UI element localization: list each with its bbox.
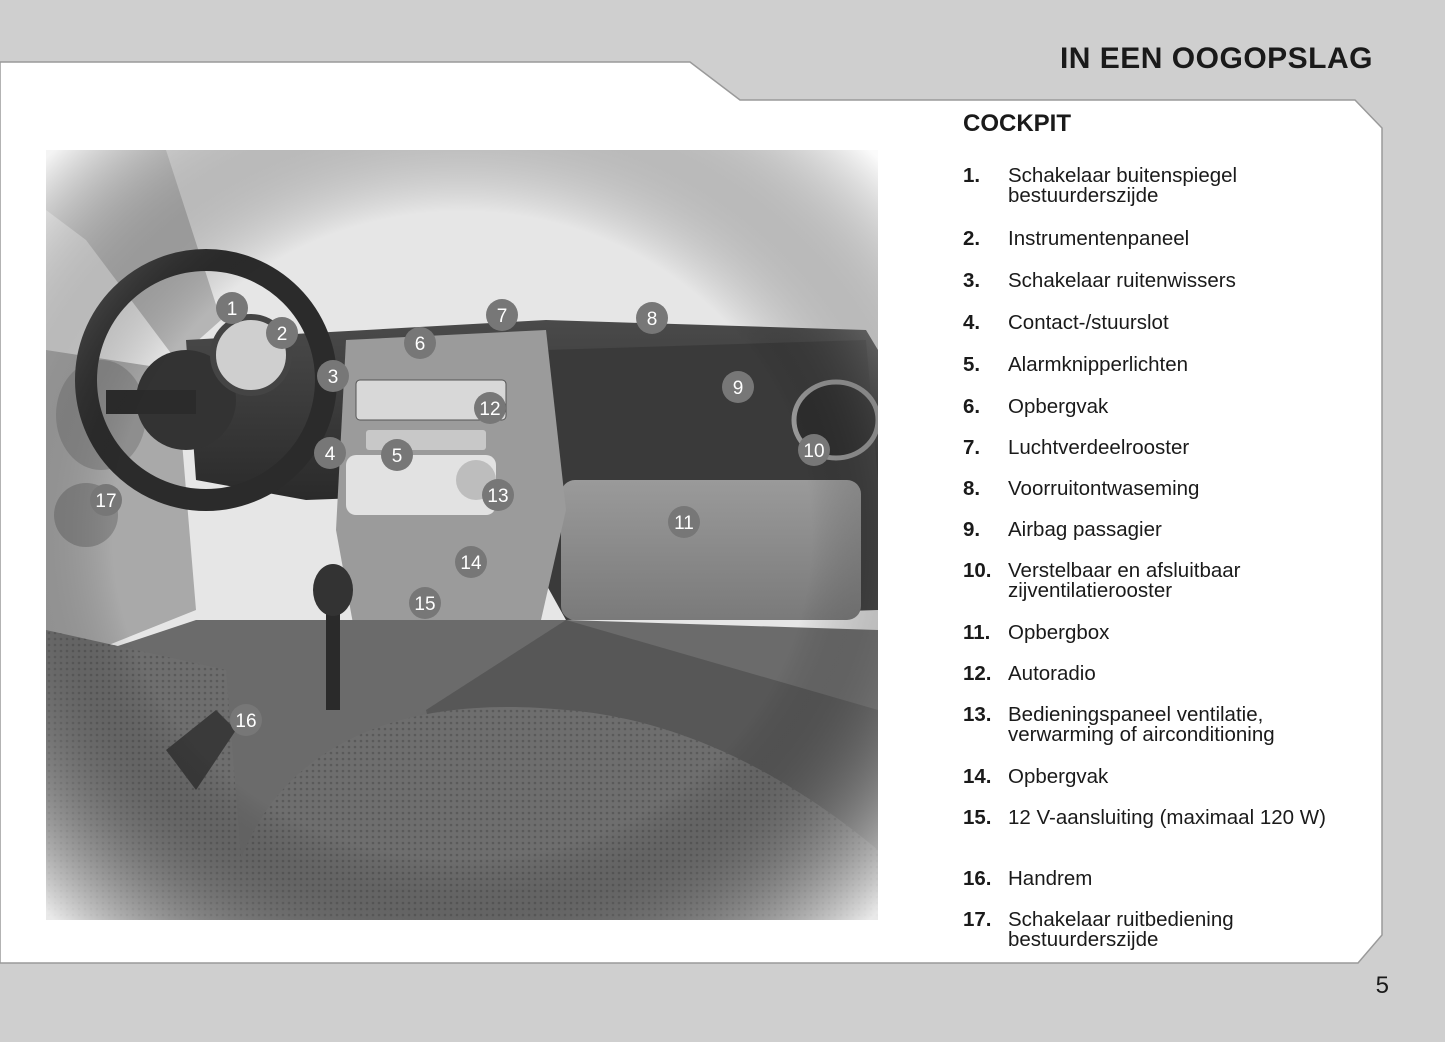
- legend-text: 12 V-aansluiting (maximaal 120 W): [1008, 806, 1326, 829]
- legend-text: Opbergvak: [1008, 765, 1109, 788]
- legend-number: 9.: [963, 518, 981, 541]
- svg-text:16: 16: [235, 711, 257, 732]
- legend-item: [963, 623, 1343, 664]
- legend-number: 8.: [963, 477, 981, 500]
- legend-item: [963, 869, 1343, 910]
- callout-marker: [668, 506, 700, 538]
- svg-text:13: 13: [487, 486, 509, 507]
- callout-marker: [314, 437, 346, 469]
- callout-marker: [266, 317, 298, 349]
- legend-number: 4.: [963, 311, 981, 334]
- legend-text: Opbergvak: [1008, 395, 1109, 418]
- svg-text:3: 3: [327, 367, 339, 388]
- legend-text: Bedieningspaneel ventilatie, verwarming of airconditioning: [1008, 703, 1275, 746]
- callout-marker: [482, 479, 514, 511]
- legend-text: Luchtverdeelrooster: [1008, 436, 1190, 459]
- legend-number: 3.: [963, 269, 981, 292]
- svg-text:9: 9: [732, 378, 744, 399]
- svg-text:2: 2: [276, 324, 288, 345]
- callout-marker: [230, 704, 262, 736]
- legend-item: [963, 313, 1343, 355]
- svg-text:12: 12: [479, 399, 501, 420]
- cockpit-illustration: [46, 150, 878, 920]
- legend-number: 15.: [963, 806, 992, 829]
- callout-marker: [798, 434, 830, 466]
- page-title: IN EEN OOGOPSLAG: [1059, 42, 1373, 75]
- legend-number: 10.: [963, 559, 992, 582]
- legend-item: [963, 664, 1343, 705]
- legend-text: Instrumentenpaneel: [1008, 227, 1190, 250]
- svg-text:5: 5: [391, 446, 403, 467]
- legend-text: Handrem: [1008, 867, 1093, 890]
- legend-number: 11.: [963, 621, 991, 644]
- svg-text:11: 11: [674, 513, 694, 534]
- legend-number: 12.: [963, 662, 992, 685]
- callout-marker: [90, 484, 122, 516]
- legend-item: [963, 910, 1343, 952]
- legend-item: [963, 355, 1343, 397]
- legend-item: [963, 397, 1343, 438]
- legend-text: Voorruitontwaseming: [1008, 477, 1200, 500]
- legend-number: 1.: [963, 164, 981, 187]
- svg-text:6: 6: [414, 334, 426, 355]
- svg-text:10: 10: [803, 441, 825, 462]
- legend-item: [963, 520, 1343, 561]
- svg-text:8: 8: [646, 309, 658, 330]
- legend-item: [963, 229, 1343, 271]
- legend-item: [963, 767, 1343, 808]
- legend-text: Verstelbaar en afsluitbaar zijventilatierooster: [1008, 559, 1241, 602]
- legend-number: 5.: [963, 353, 981, 376]
- legend-number: 7.: [963, 436, 981, 459]
- callout-marker: [216, 292, 248, 324]
- callout-marker: [722, 371, 754, 403]
- callout-marker: [381, 439, 413, 471]
- svg-text:7: 7: [496, 306, 508, 327]
- legend-text: Schakelaar ruitbediening bestuurderszijde: [1008, 908, 1234, 951]
- callout-marker: [486, 299, 518, 331]
- svg-text:4: 4: [324, 444, 336, 465]
- svg-text:1: 1: [226, 299, 238, 320]
- page-number: 5: [1375, 972, 1389, 999]
- legend-number: 16.: [963, 867, 992, 890]
- legend-text: Alarmknipperlichten: [1008, 353, 1189, 376]
- callout-marker: [455, 546, 487, 578]
- legend-text: Schakelaar buitenspiegel bestuurderszijde: [1008, 164, 1238, 207]
- legend-text: Opbergbox: [1008, 621, 1110, 644]
- legend-list: [963, 166, 1343, 952]
- callout-marker: [474, 392, 506, 424]
- callout-marker: [317, 360, 349, 392]
- svg-text:17: 17: [95, 491, 117, 512]
- legend-item: [963, 271, 1343, 313]
- legend-text: Contact-/stuurslot: [1008, 311, 1169, 334]
- legend-number: 13.: [963, 703, 992, 726]
- legend-number: 6.: [963, 395, 981, 418]
- legend-item: [963, 705, 1343, 767]
- legend-number: 2.: [963, 227, 981, 250]
- svg-text:14: 14: [460, 553, 482, 574]
- callout-marker: [409, 587, 441, 619]
- legend-number: 17.: [963, 908, 992, 931]
- legend-text: Airbag passagier: [1008, 518, 1162, 541]
- section-title: COCKPIT: [963, 110, 1071, 137]
- legend-item: [963, 479, 1343, 520]
- legend-item: [963, 166, 1343, 208]
- legend-item: [963, 808, 1343, 869]
- svg-text:15: 15: [414, 594, 436, 615]
- callout-marker: [636, 302, 668, 334]
- callout-marker: [404, 327, 436, 359]
- legend-number: 14.: [963, 765, 992, 788]
- legend-item: [963, 561, 1343, 623]
- legend-item: [963, 438, 1343, 479]
- legend-text: Schakelaar ruitenwissers: [1008, 269, 1236, 292]
- legend-text: Autoradio: [1008, 662, 1096, 685]
